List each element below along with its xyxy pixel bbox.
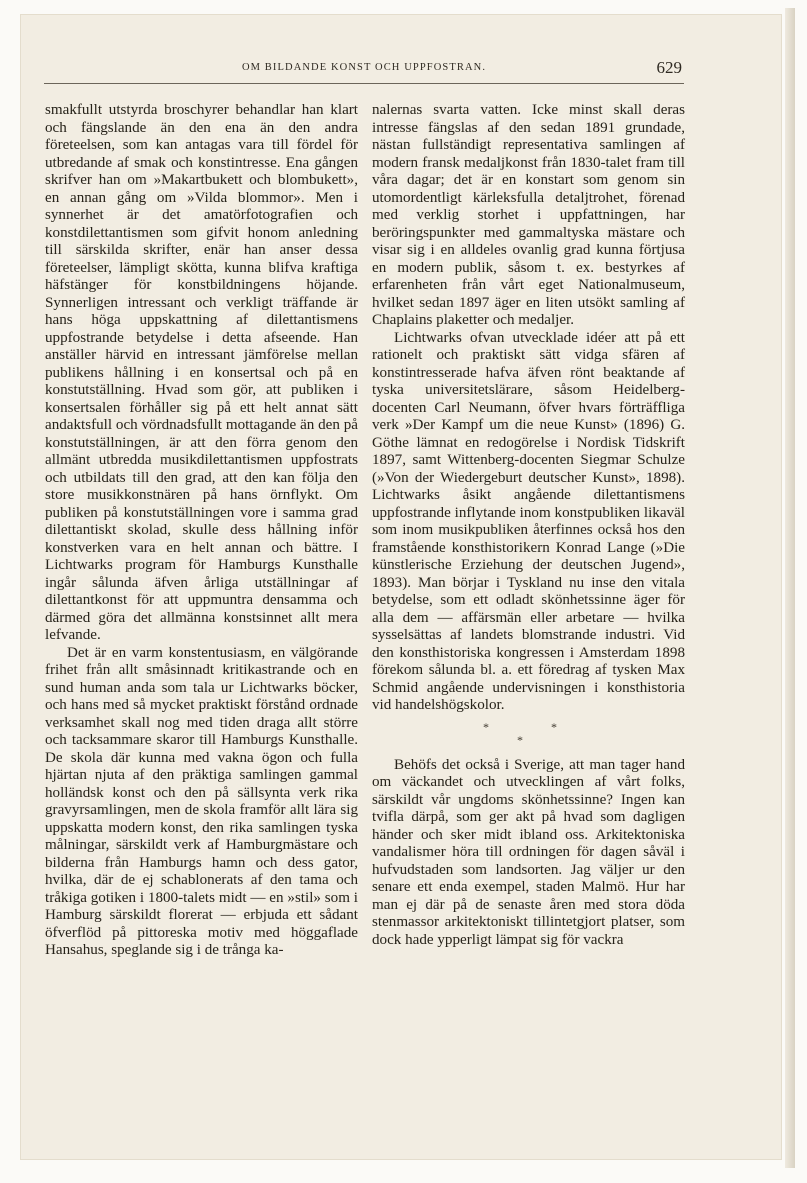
paragraph: nalernas svarta vatten. Icke minst skall deras intresse fängslas af den sedan 1891 grundade, nästan fullständigt representativa samlingen af modern fransk medaljkonst från 1830-talet fram till våra dagar; det är en konstart som genom sin utomordentligt kärleksfulla detaljtrohet, förenad med verklig storhet i uppfattningen, har beröringspunkter med gammaltyska mästare och visar sig i en alldeles ovanlig grad kunna förtjusa en modern publik, såsom t. ex. bestyrkes af erfarenheten från vårt eget Nationalmuseum, hvilket sedan 1897 äger en liten utsökt samling af Chaplains plaketter och medaljer. <box>372 102 685 328</box>
spacer <box>372 747 685 757</box>
asterisk: * <box>483 719 489 734</box>
paragraph: Lichtwarks ofvan utvecklade idéer att på ett rationelt och praktiskt sätt vidga sfären af konstintresserade hafva äfven rönt beaktande af tyska universitetslärare, såsom Heidelberg-docenten Carl Neumann, öfver hvars förträffliga verk »Der Kampf um die neue Kunst» (1896) G. Göthe lämnat en redogörelse i Nordisk Tidskrift 1897, samt Wittenberg-docenten Siegmar Schulze (»Von der Wiedergeburt deutscher Kunst», 1898). Lichtwarks åsikt angående dilettantismens uppfostrande inflytande inom konstpubliken likaväl som inom musikpubliken återfinnes också hos den framstående konsthistorikern Konrad Lange (»Die künstlerische Erziehung der deutschen Jugend», 1893). Man börjar i Tyskland nu inse den vitala betydelse, som ett odladt skönhetssinne äger för alla dem — affärsmän eller arbetare — hvilka sysselsättas af landets blomstrande industri. Vid den konsthistoriska kongressen i Amsterdam 1898 förekom sålunda bl. a. ett föredrag af tysken Max Schmid angående undervisningen i konsthistoria vid handelshögskolor. <box>372 329 685 713</box>
paragraph: Behöfs det också i Sverige, att man tager hand om väckandet och utvecklingen af vårt folks, särskildt vår ungdoms skönhetssinne? Ingen kan tvifla därpå, som ger akt på hvad som dagligen händer och sker midt ibland oss. Arkitektoniska vandalismer höra till ordningen för dagen såväl i hufvudstaden som landsorten. Jag väljer ur den senare ett enda exempel, staden Malmö. Hur har man ej där på de senaste åren med stora döda stenmassor arkitektoniskt tillintetgjort platser, som dock hade ypperligt lämpat sig för vackra <box>372 756 685 948</box>
asterisk: * <box>551 719 557 734</box>
paragraph: Det är en varm konstentusiasm, en välgörande frihet från allt småsinnadt kritikastrande och en sund human anda som tala ur Lichtwarks böcker, och hans med så mycket praktiskt förstånd ordnade verksamhet skall nog med tiden draga allt större och tacksammare skaror till Hamburgs Kunsthalle. De skola där kunna med vakna ögon och fulla hjärtan njuta af den präktiga samlingen gammal holländsk konst och den på sällsynta verk rika gravyrsamlingen, men de skola framför allt lära sig uppskatta modern konst, den rika samlingen tyska målningar, särskildt verk af Hamburgmästare och bilderna från Hamburgs hamn och dess gator, hvilka, där de ej schablonerats af den tama och tråkiga gotiken i 1800-talets midt — en »stil» som i Hamburg särskildt florerat — erbjuda ett sådant öfverflöd på pittoreska motiv med höggaflade Hansahus, speglande sig i de trånga ka- <box>45 644 358 958</box>
page-number: 629 <box>656 58 682 77</box>
section-break <box>372 715 685 747</box>
header-rule <box>44 83 684 84</box>
running-head: OM BILDANDE KONST OCH UPPFOSTRAN. <box>241 62 487 73</box>
right-column <box>372 102 685 949</box>
asterisk: * <box>517 732 523 747</box>
paragraph: smakfullt utstyrda broschyrer behandlar han klart och fängslande än den ena än den andra företeelsen, som kan antagas vara till fördel för utbredande af smak och konstintresse. Ena gången skrifver han om »Makartbukett och blombukett», en annan gång om »Vilda blommor». Men i synnerhet är det amatörfotografien och konstdilettantismen som gifvit honom anledning till särskilda skrifter, enär han anser dessa företeelser, lämpligt skötta, kunna blifva kraftiga häfstänger för konstbildningens höjande. Synnerligen intressant och verkligt träffande är hans höga uppskattning af dilettantismens uppfostrande betydelse i detta afseende. Han anställer härvid en intressant jämförelse mellan publikens hållning i en konsertsal och på en konstutställning. Hvad som gör, att publiken i konsertsalen förhåller sig på ett helt annat sätt andaktsfull och vördnadsfullt mottagande än den på konstutställningen, är att den förra genom den allmänt utbredda musikdilettantismen uppfostrats och utbildats till den grad, att den kan följa den store musikkonstnären på hans örnflykt. Om publiken på konstutställningen vore i samma grad dilettantiskt skolad, skulle dess hållning inför konstverken vara en helt annan och bättre. I Lichtwarks program för Hamburgs Kunsthalle ingår sålunda äfven årliga utställningar af dilettantkonst för att uppmuntra densamma och därmed göra det allmänna konstsinnet allt mera lefvande. <box>45 102 358 643</box>
left-column <box>45 102 358 960</box>
page-edge <box>785 8 795 1168</box>
